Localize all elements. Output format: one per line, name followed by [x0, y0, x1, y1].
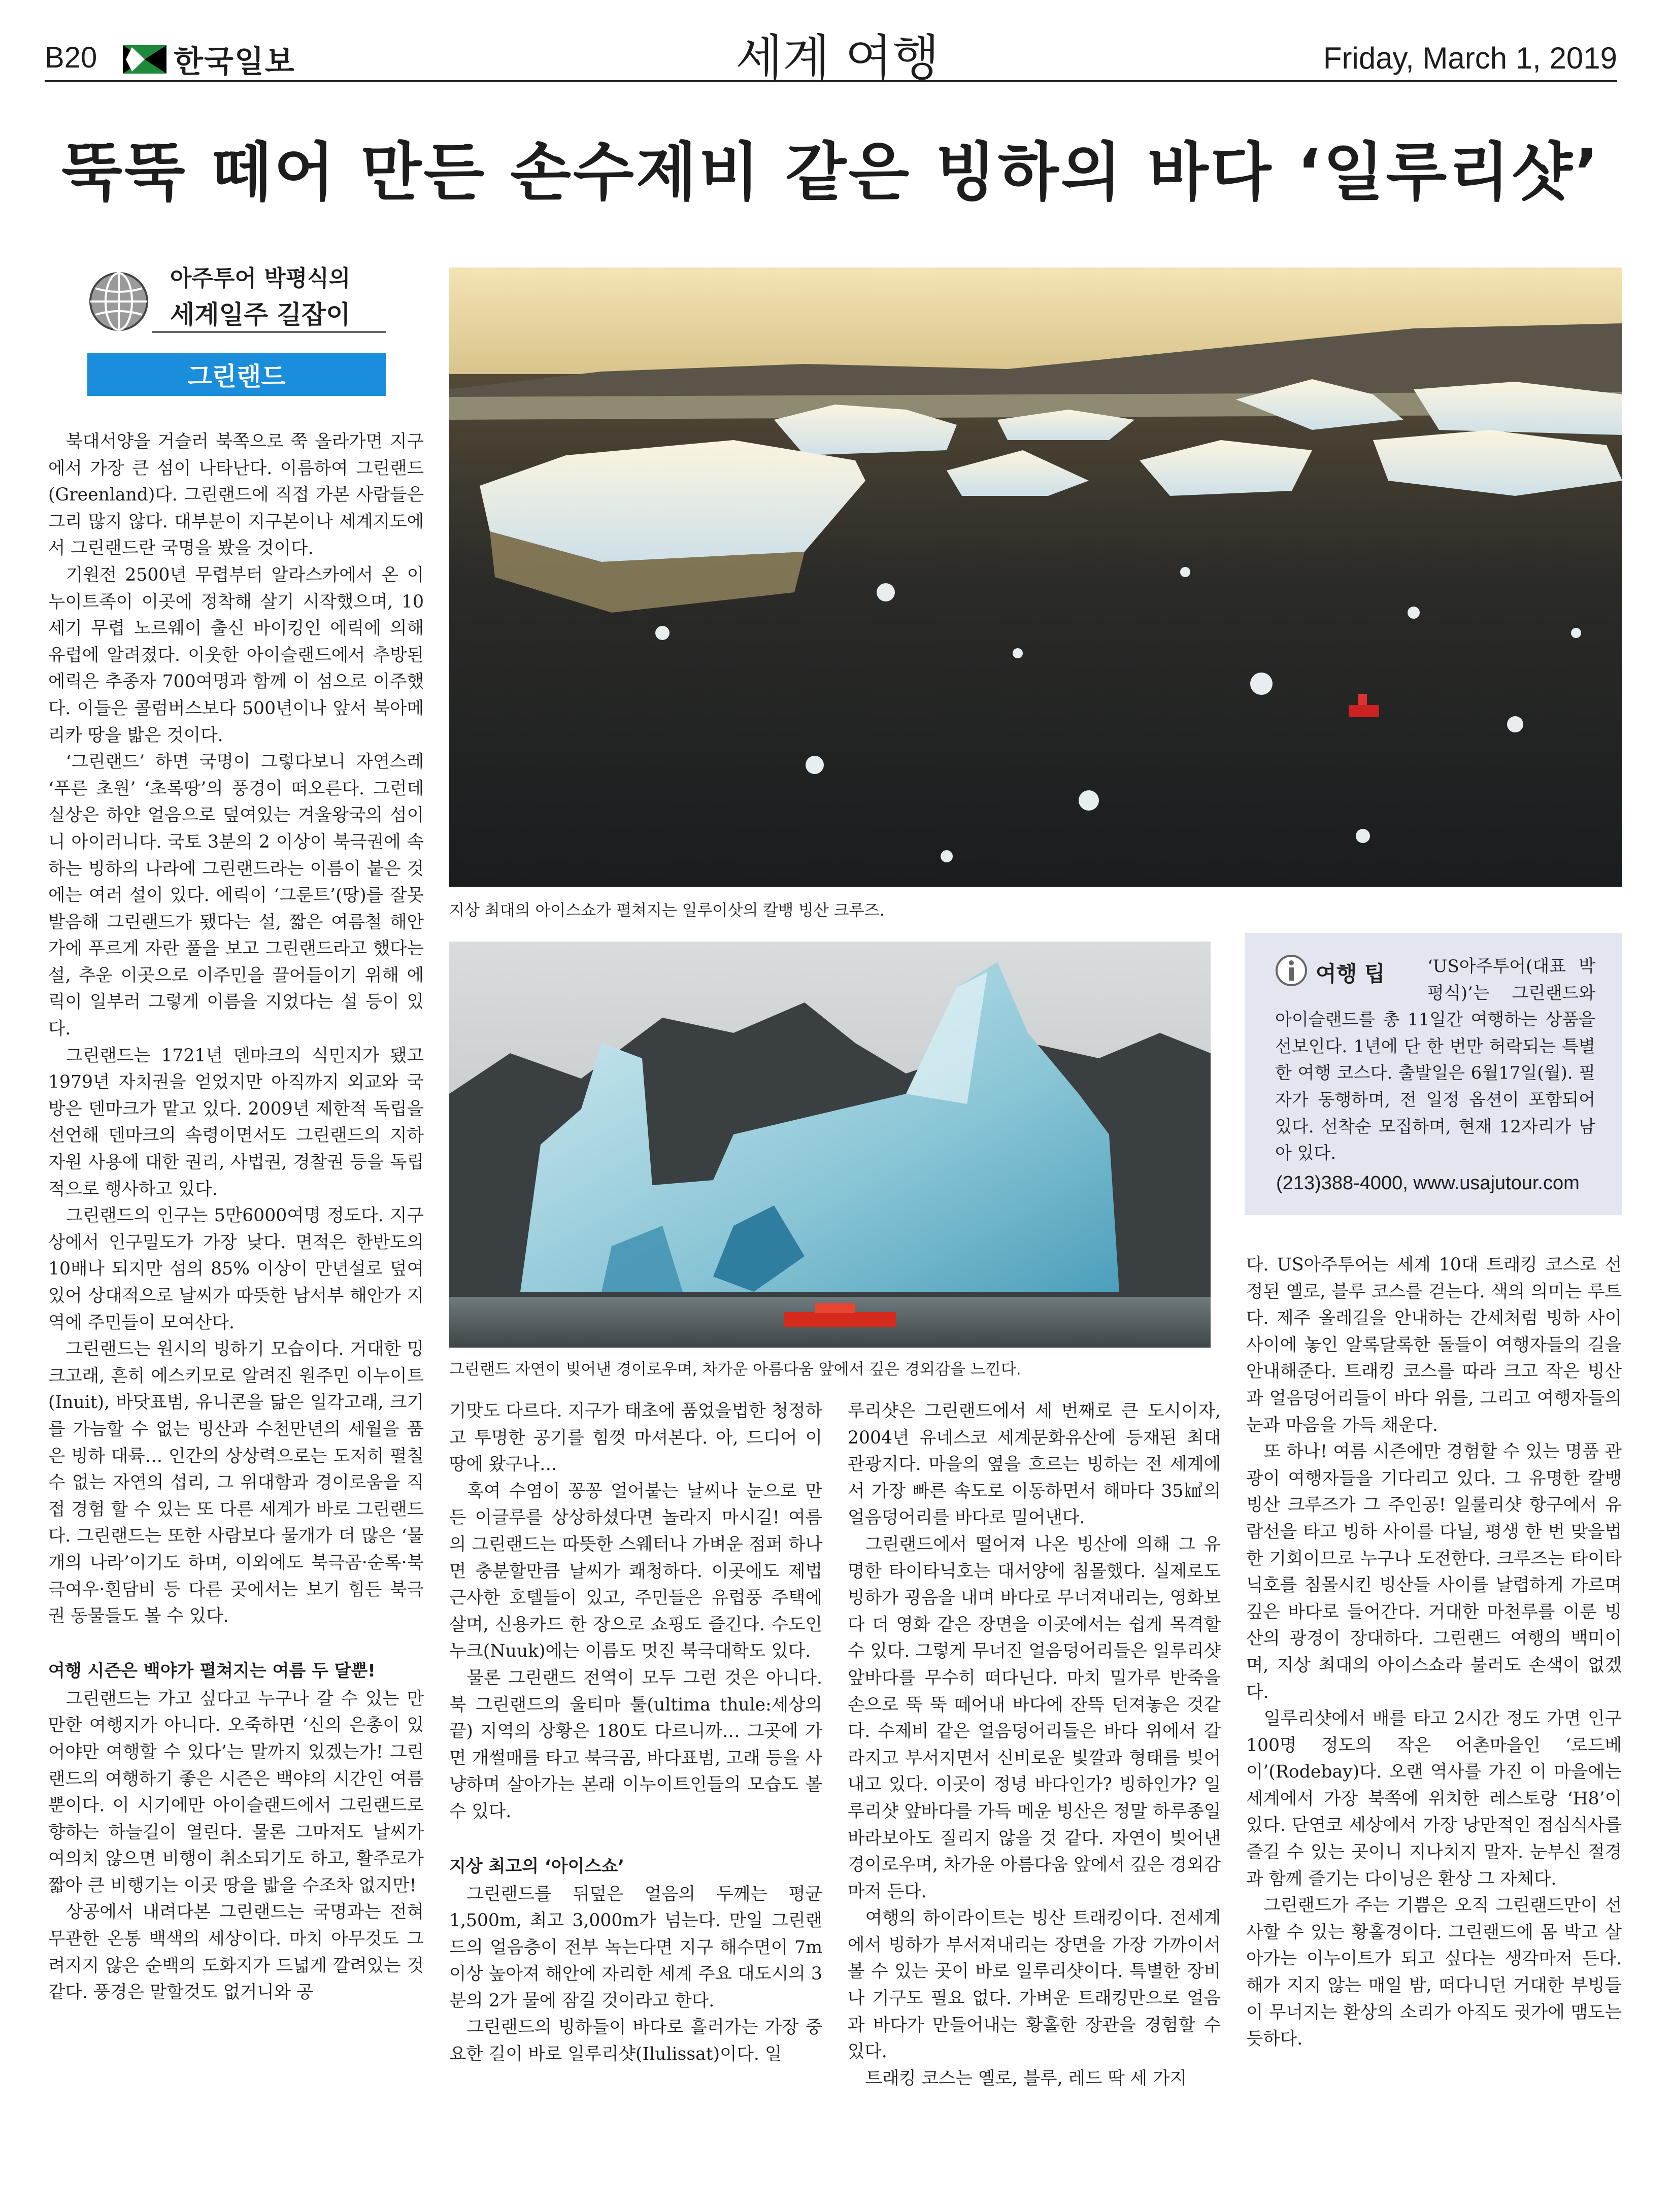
- newspaper-name: 한국일보: [174, 44, 295, 80]
- paragraph: 그린랜드의 빙하들이 바다로 흘러가는 가장 중요한 길이 바로 일루리샷(Ilulissat)이다. 일: [449, 2017, 822, 2065]
- paragraph: 기맛도 다르다. 지구가 태초에 품었을법한 청정하고 투명한 공기를 힘껏 마셔본다. 아, 드디어 이 땅에 왔구나…: [449, 1401, 822, 1475]
- paragraph: 상공에서 내려다본 그린랜드는 국명과는 전혀 무관한 온통 백색의 세상이다. 마치 아무것도 그려지지 않은 순백의 도화지가 드넓게 깔려있는 것 같다. 풍경은 말할것도 없거니와 공: [48, 1902, 424, 2003]
- flag-logo-icon: [123, 45, 166, 74]
- subheading-ice-show: 지상 최고의 ‘아이스쇼’: [449, 1856, 625, 1876]
- travel-tip-contact: (213)388-4000, www.usajutour.com: [1276, 1172, 1580, 1194]
- paragraph: 그린랜드에서 떨어져 나온 빙산에 의해 그 유명한 타이타닉호는 대서양에 침몰했다. 실제로도 빙하가 굉음을 내며 바다로 무너져내리는, 영화보다 더 영화 같은 장면을 이곳에서는 쉽게 목격할 수 있다. 그렇게 무너진 얼음덩어리들은 일루리샷 앞바다를 무수히 떠다닌다. 마치 밀가루 반죽을 손으로 뚝 뚝 떼어내 바다에 잔뜩 던져놓은 것같다. 수제비 같은 얼음덩어리들은 바다 위에서 갈라지고 부서지면서 신비로운 빛깔과 형태를 빚어내고 있다. 이곳이 정녕 바다인가? 빙하인가? 일루리샷 앞바다를 가득 메운 빙산은 정말 하루종일 바라보아도 질리지 않을 것 같다. 자연이 빚어낸 경이로우며, 차가운 아름다움 앞에서 깊은 경외감마저 든다.: [848, 1534, 1221, 1902]
- paragraph: 그린랜드는 1721년 덴마크의 식민지가 됐고 1979년 자치권을 얻었지만 아직까지 외교와 국방은 덴마크가 맡고 있다. 2009년 제한적 독립을 선언해 덴마크의 속령이면서도 그린랜드의 지하자원 사용에 대한 권리, 사법권, 경찰권 등을 독립적으로 행사하고 있다.: [48, 1045, 424, 1199]
- page-number: B20: [45, 41, 97, 74]
- paragraph: 혹여 수염이 꽁꽁 얼어붙는 날씨나 눈으로 만든 이글루를 상상하셨다면 놀라지 마시길! 여름의 그린랜드는 따뜻한 스웨터나 가벼운 점퍼 하나면 충분할만큼 날씨가 쾌청하다. 이곳에도 제법 근사한 호텔들이 있고, 주민들은 유럽풍 주택에 살며, 신용카드 한 장으로 쇼핑도 즐긴다. 수도인 누크(Nuuk)에는 이름도 멋진 북극대학도 있다.: [449, 1481, 822, 1662]
- paragraph: 물론 그린랜드 전역이 모두 그런 것은 아니다. 북 그린랜드의 울티마 툴(ultima thule:세상의 끝) 지역의 상황은 180도 다르니까… 그곳에 가면 개썰매를 타고 북극곰, 바다표범, 고래 등을 사냥하며 살아가는 본래 이누이트인들의 모습도 볼 수 있다.: [449, 1667, 822, 1822]
- region-label: 그린랜드: [87, 353, 386, 396]
- paragraph: 기원전 2500년 무렵부터 알라스카에서 온 이누이트족이 이곳에 정착해 살기 시작했으며, 10세기 무렵 노르웨이 출신 바이킹인 에릭에 의해 유럽에 알려졌다. 이웃한 아이슬랜드에서 추방된 에릭은 추종자 700여명과 함께 이 섬으로 이주했다. 이들은 콜럼버스보다 500년이나 앞서 북아메리카 땅을 밟은 것이다.: [48, 564, 424, 746]
- column-author: 아주투어 박평식의: [170, 265, 351, 291]
- paragraph: 일루리샷에서 배를 타고 2시간 정도 가면 인구 100명 정도의 작은 어촌마을인 ‘로드베이’(Rodebay)다. 오랜 역사를 가진 이 마을에는 세계에서 가장 북쪽에 위치한 레스토랑 ‘H8’이 있다. 단연코 세상에서 가장 낭만적인 점심식사를 즐길 수 있는 곳이니 지나치지 말자. 눈부신 절경과 함께 즐기는 다이닝은 환상 그 자체다.: [1246, 1708, 1622, 1889]
- paragraph: 그린랜드가 주는 기쁨은 오직 그린랜드만이 선사할 수 있는 황홀경이다. 그린랜드에 몸 박고 살아가는 이누이트가 되고 싶다는 생각마저 든다. 해가 지지 않는 매일 밤, 떠다니던 거대한 부빙들이 무너지는 환상의 소리가 아직도 귓가에 맴도는 듯하다.: [1246, 1895, 1622, 2050]
- headline: 뚝뚝 떼어 만든 손수제비 같은 빙하의 바다 ‘일루리샷’: [61, 136, 1600, 209]
- header-divider: [45, 80, 1617, 82]
- issue-date: Friday, March 1, 2019: [1323, 41, 1617, 75]
- article-column-2: [449, 1398, 822, 2068]
- article-column-1: [48, 428, 424, 2006]
- paragraph: 트래킹 코스는 옐로, 블루, 레드 딱 세 가지: [865, 2068, 1187, 2089]
- section-title: 세계 여행: [735, 29, 940, 86]
- paragraph: 루리샷은 그린랜드에서 세 번째로 큰 도시이자, 2004년 유네스코 세계문화유산에 등재된 최대 관광지다. 마을의 옆을 흐르는 빙하는 전 세계에서 가장 빠른 속도로 이동하면서 해마다 35㎦의 얼음덩어리를 바다로 밀어낸다.: [848, 1401, 1221, 1528]
- paragraph: 그린랜드는 가고 싶다고 누구나 갈 수 있는 만만한 여행지가 아니다. 오죽하면 ‘신의 은총이 있어야만 여행할 수 있다’는 말까지 있겠는가! 그린랜드의 여행하기 좋은 시즌은 백야의 시간인 여름 뿐이다. 이 시기에만 아이슬랜드에서 그린랜드로 향하는 하늘길이 열린다. 물론 그마저도 날씨가 여의치 않으면 비행이 취소되기도 하고, 활주로가 짧아 큰 비행기는 이곳 땅을 밟을 수조차 없지만!: [48, 1688, 424, 1896]
- photo-caption-bottom: 그린랜드 자연이 빚어낸 경이로우며, 차가운 아름다움 앞에서 깊은 경외감을 느낀다.: [449, 1360, 1021, 1379]
- paragraph: 그린랜드는 원시의 빙하기 모습이다. 거대한 밍크고래, 흔히 에스키모로 알려진 원주민 이누이트(Inuit), 바닷표범, 유니콘을 닮은 일각고래, 크기를 가늠할 수 없는 빙산과 수천만년의 세월을 품은 빙하 대륙… 인간의 상상력으로는 도저히 펼칠 수 없는 자연의 섭리, 그 위대함과 경이로움을 직접 경험 할 수 있는 또 다른 세계가 바로 그린랜드다. 그린랜드는 또한 사람보다 물개가 더 많은 ‘물개의 나라’이기도 하며, 이외에도 북극곰·순록·북극여우·흰담비 등 다른 곳에서는 보기 힘든 북극권 동물들도 볼 수 있다.: [48, 1339, 424, 1627]
- paragraph: 그린랜드의 인구는 5만6000여명 정도다. 지구상에서 인구밀도가 가장 낮다. 면적은 한반도의 10배나 되지만 섬의 85% 이상이 만년설로 덮여있어 상대적으로 날씨가 따뜻한 남서부 해안가 지역에 주민들이 모여산다.: [48, 1205, 424, 1333]
- paragraph: 그린랜드를 뒤덮은 얼음의 두께는 평균 1,500m, 최고 3,000m가 넘는다. 만일 그린랜드의 얼음층이 전부 녹는다면 지구 해수면이 7m 이상 높아져 해안에 자리한 세계 주요 대도시의 3분의 2가 물에 잠길 것이라고 한다.: [449, 1884, 822, 2011]
- newspaper-logo: [123, 38, 295, 81]
- subheading-travel-season: 여행 시즌은 백야가 펼쳐지는 여름 두 달뿐!: [48, 1660, 376, 1681]
- column-series-title: 세계일주 길잡이: [170, 300, 351, 329]
- paragraph: 북대서양을 거슬러 북쪽으로 쭉 올라가면 지구에서 가장 큰 섬이 나타난다. 이름하여 그린랜드(Greenland)다. 그린랜드에 직접 가본 사람들은 그리 많지 않다. 대부분이 지구본이나 세계지도에서 그린랜드란 국명을 봤을 것이다.: [48, 431, 424, 559]
- article-column-3: [848, 1398, 1221, 2092]
- paragraph: 다. US아주투어는 세계 10대 트래킹 코스로 선정된 옐로, 블루 코스를 걷는다. 색의 의미는 루트다. 제주 올레길을 안내하는 간세처럼 빙하 사이사이에 놓인 알록달록한 돌들이 여행자들의 길을 안내해준다. 트래킹 코스를 따라 크고 작은 빙산과 얼음덩어리들이 바다 위를, 그리고 여행자들의 눈과 마음을 가득 채운다.: [1246, 1255, 1622, 1435]
- travel-tip-title: 여행 팁: [1316, 961, 1385, 986]
- column-badge: [86, 255, 386, 346]
- travel-tip-box: [1245, 933, 1622, 1215]
- photo-ice-floes: [449, 267, 1622, 887]
- paragraph: ‘그린랜드’ 하면 국명이 그렇다보니 자연스레 ‘푸른 초원’ ‘초록땅’의 풍경이 떠오른다. 그런데 실상은 하얀 얼음으로 덮여있는 겨울왕국의 섬이니 아이러니다. 국토 3분의 2 이상이 북극권에 속하는 빙하의 나라에 그린랜드라는 이름이 붙은 것에는 여러 설이 있다. 에릭이 ‘그룬트’(땅)를 잘못 발음해 그린랜드가 됐다는 설, 짧은 여름철 해안가에 푸르게 자란 풀을 보고 그린랜드라고 했다는 설, 추운 이곳으로 이주민을 끌어들이기 위해 에릭이 일부러 그렇게 이름을 지었다는 설 등이 있다.: [48, 752, 424, 1040]
- photo-caption-top: 지상 최대의 아이스쇼가 펼쳐지는 일루이삿의 칼뱅 빙산 크루즈.: [449, 901, 885, 920]
- paragraph: 여행의 하이라이트는 빙산 트래킹이다. 전세계에서 빙하가 부서져내리는 장면을 가장 가까이서 볼 수 있는 곳이 바로 일루리샷이다. 특별한 장비나 기구도 필요 없다. 가벼운 트래킹만으로 얼음과 바다가 만들어내는 황홀한 장관을 경험할 수 있다.: [848, 1908, 1221, 2062]
- paragraph: 또 하나! 여름 시즌에만 경험할 수 있는 명품 관광이 여행자들을 기다리고 있다. 그 유명한 칼뱅 빙산 크루즈가 그 주인공! 일룰리샷 항구에서 유람선을 타고 빙하 사이를 다닐, 평생 한 번 맞을법한 기회이므로 누구나 도전한다. 크루즈는 타이타닉호를 침몰시킨 빙산들 사이를 날렵하게 가르며 깊은 바다로 들어간다. 거대한 마천루를 이룬 빙산의 광경이 장대하다. 그린랜드 여행의 백미이며, 지상 최대의 아이스쇼라 불러도 손색이 없겠다.: [1246, 1442, 1622, 1702]
- article-column-4: [1246, 1252, 1622, 2053]
- badge-divider: [152, 331, 386, 333]
- globe-icon: [86, 269, 151, 334]
- travel-tip-text: ‘US아주투어(대표 박평식)’는 그린랜드와 아이슬랜드를 총 11일간 여행하는 상품을 선보인다. 1년에 단 한 번만 허락되는 특별한 여행 코스다. 출발일은 6월17일(월). 필자가 동행하며, 전 일정 옵션이 포함되어 있다. 선착순 모집하며, 현재 12자리가 남아 있다.: [1275, 956, 1595, 1164]
- photo-iceberg: [449, 942, 1211, 1348]
